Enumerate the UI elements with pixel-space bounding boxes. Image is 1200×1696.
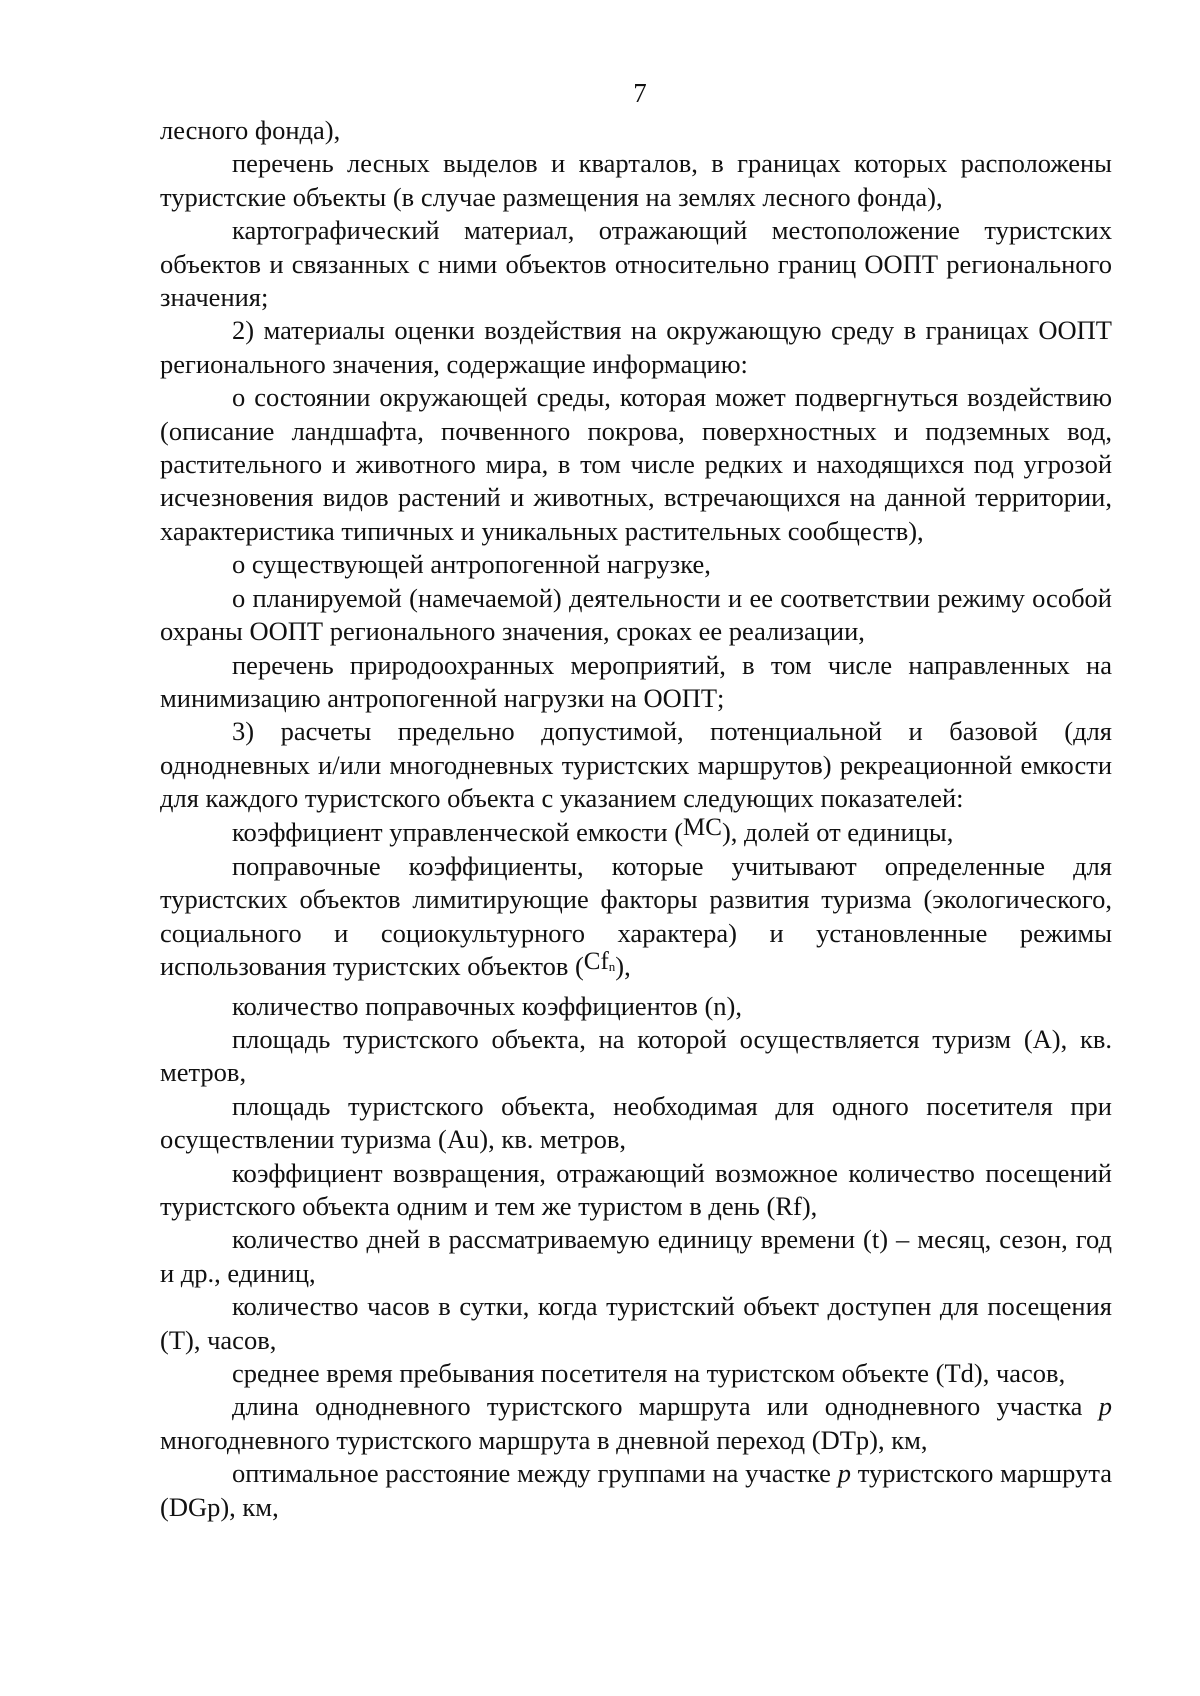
cf-coefficient-item xyxy=(160,850,1112,990)
paragraph: количество часов в сутки, когда туристский объект доступен для посещения (T), часов, xyxy=(160,1291,1112,1355)
cf-symbol: Cf xyxy=(583,948,609,976)
dtp-p-variable: p xyxy=(1098,1391,1112,1422)
paragraph: о состоянии окружающей среды, которая может подвергнуться воздействию (описание ландшафта, почвенного покрова, поверхностных и подземных вод, растительного и животного мира, в том числе редких и находящихся под угрозой исчезновения видов растений и животных, встречающихся на данной территории, характеристика типичных и уникальных растительных сообществ), xyxy=(160,382,1112,546)
paragraph: площадь туристского объекта, необходимая для одного посетителя при осуществлении туризма (Au), кв. метров, xyxy=(160,1090,1112,1155)
paragraph: количество дней в рассматриваемую единицу времени (t) – месяц, сезон, год и др., единиц, xyxy=(160,1224,1112,1288)
paragraph: 3) расчеты предельно допустимой, потенциальной и базовой (для однодневных и/или многодневных туристских маршрутов) рекреационной емкости для каждого туристского объекта с указанием следующих показателей: xyxy=(160,716,1112,814)
cf-text-after: ), xyxy=(615,951,631,982)
page-number: 7 xyxy=(633,78,647,108)
paragraph: о планируемой (намечаемой) деятельности и ее соответствии режиму особой охраны ООПТ регионального значения, сроках ее реализации, xyxy=(160,582,1112,647)
paragraph: коэффициент возвращения, отражающий возможное количество посещений туристского объекта одним и тем же туристом в день (Rf), xyxy=(160,1157,1112,1221)
dtp-text-2: многодневного туристского маршрута в дневной переход (DTp), км, xyxy=(160,1424,928,1455)
paragraph: 2) материалы оценки воздействия на окружающую среду в границах ООПТ регионального значения, содержащие информацию: xyxy=(160,315,1112,379)
paragraph: перечень лесных выделов и кварталов, в границах которых расположены туристские объекты (в случае размещения на землях лесного фонда), xyxy=(160,148,1112,212)
paragraph: о существующей антропогенной нагрузке, xyxy=(232,549,711,580)
dgp-text-1: оптимальное расстояние между группами на участке xyxy=(232,1458,838,1489)
paragraph: среднее время пребывания посетителя на туристском объекте (Td), часов, xyxy=(232,1358,1066,1389)
dtp-item xyxy=(160,1390,1112,1457)
mc-formula: MC xyxy=(683,813,722,841)
cf-formula xyxy=(584,948,616,975)
mc-coefficient-item xyxy=(160,813,1112,850)
dgp-text-2: туристского маршрута (DGp), км, xyxy=(160,1458,1112,1522)
dtp-text-1: длина однодневного туристского маршрута или однодневного участка xyxy=(232,1391,1099,1422)
mc-text-before: коэффициент управленческой емкости ( xyxy=(232,816,684,847)
cf-subscript: n xyxy=(608,959,616,975)
dgp-item xyxy=(160,1457,1112,1524)
paragraph: картографический материал, отражающий местоположение туристских объектов и связанных с ними объектов относительно границ ООПТ регионального значения; xyxy=(160,215,1112,313)
paragraph: количество поправочных коэффициентов (n), xyxy=(232,990,742,1021)
mc-text-after: ), долей от единицы, xyxy=(721,816,954,847)
cf-text-before: поправочные коэффициенты, которые учитывают определенные для туристских объектов лимитирующие факторы развития туризма (экологического, социального и социокультурного характера) и установленные режимы использования туристских объектов ( xyxy=(160,850,1112,982)
document-body xyxy=(160,114,1112,1524)
paragraph: лесного фонда), xyxy=(160,115,341,145)
paragraph: площадь туристского объекта, на которой осуществляется туризм (A), кв. метров, xyxy=(160,1023,1112,1088)
dgp-p-variable: p xyxy=(837,1458,851,1489)
paragraph: перечень природоохранных мероприятий, в том числе направленных на минимизацию антропогенной нагрузки на ООПТ; xyxy=(160,649,1112,713)
